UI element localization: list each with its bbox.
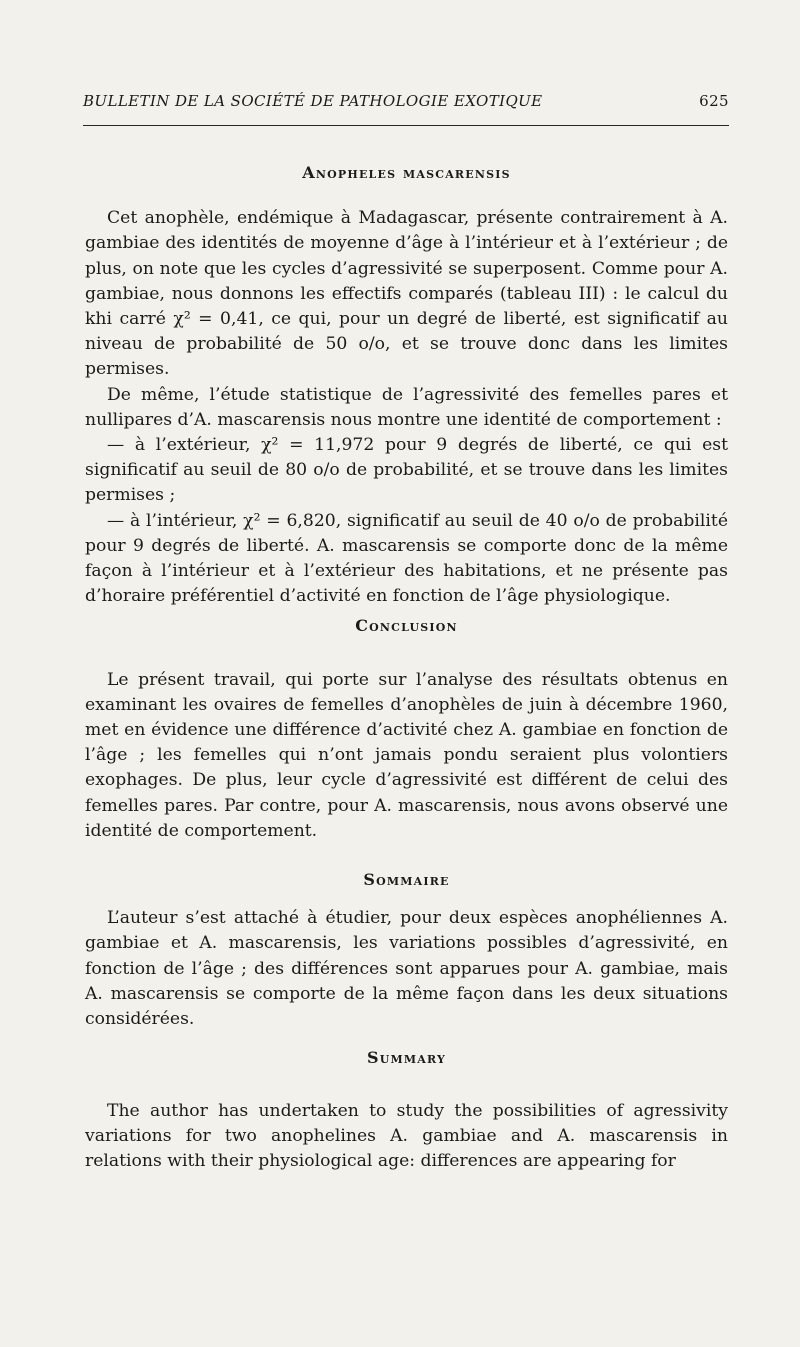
paragraph: The author has undertaken to study the possibilities of agressivity variations for two anophelines A. gambiae and A. mascarensis in relations with their physiological age: differences are appearing for [85,1100,728,1171]
journal-title: BULLETIN DE LA SOCIÉTÉ DE PATHOLOGIE EXOTIQUE [83,92,543,110]
section-title-summary: Summary [366,1048,447,1068]
paragraph: Le présent travail, qui porte sur l’analyse des résultats obtenus en examinant les ovaires de femelles d’anophèles de juin à décembre 1960, met en évidence une différence d’activité chez A. gambiae en fonction de l’âge ; les femelles qui n’ont jamais pondu seraient plus volontiers exophages. De plus, leur cycle d’agressivité est différent de celui des femelles pares. Par contre, pour A. mascarensis, nous avons observé une identité de comportement. [85,669,728,841]
section-title-anopheles-mascarensis: Anopheles mascarensis [302,163,511,182]
paragraph: L’auteur s’est attaché à étudier, pour deux espèces anophéliennes A. gambiae et A. mascarensis, les variations possibles d’agressivité, en fonction de l’âge ; des différences sont apparues pour A. gambiae, mais A. mascarensis se comporte de la même façon dans les deux situations considérées. [85,908,728,1030]
paragraph: — à l’extérieur, χ² = 11,972 pour 9 degrés de liberté, ce qui est significatif au seuil de 80 o/o de probabilité, et se trouve dans les limites permises ; [85,435,728,506]
paragraph: — à l’intérieur, χ² = 6,820, significatif au seuil de 40 o/o de probabilité pour 9 degrés de liberté. A. mascarensis se comporte donc de la même façon à l’intérieur et à l’extérieur des habitations, et ne présente pas d’horaire préférentiel d’activité en fonction de l’âge physiologique. [85,510,728,607]
paragraph: De même, l’étude statistique de l’agressivité des femelles pares et nullipares d’A. mascarensis nous montre une identité de comportement : [85,384,728,430]
section-title-conclusion: Conclusion [355,616,458,636]
page-number: 625 [699,92,729,110]
article-body [85,160,728,1174]
running-header [83,92,729,110]
header-rule [83,125,729,126]
section-title-sommaire: Sommaire [363,870,450,890]
paragraph: Cet anophèle, endémique à Madagascar, présente contrairement à A. gambiae des identités de moyenne d’âge à l’intérieur et à l’extérieur ; de plus, on note que les cycles d’agressivité se superposent. Comme pour A. gambiae, nous donnons les effectifs comparés (tableau III) : le calcul du khi carré χ² = 0,41, ce qui, pour un degré de liberté, est significatif au niveau de probabilité de 50 o/o, et se trouve donc dans les limites permises. [85,208,728,380]
